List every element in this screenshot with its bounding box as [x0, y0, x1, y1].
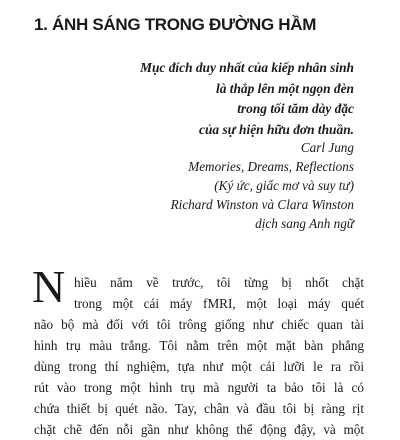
body-line: hình trụ màu trắng. Tôi nằm trên một mặt bàn phẳng	[34, 338, 364, 353]
epigraph	[140, 58, 354, 140]
epigraph-line: của sự hiện hữu đơn thuần.	[199, 121, 354, 137]
attribution-translators: Richard Winston và Clara Winston	[170, 197, 354, 212]
chapter-title: 1. ÁNH SÁNG TRONG ĐƯỜNG HẦM	[34, 15, 317, 34]
body-line: chứa thiết bị quét não. Tay, chân và đầu tôi bị ràng rịt	[34, 401, 364, 416]
body-line: não bộ mà đối với tôi trông giống như chiếc quan tài	[34, 317, 364, 332]
body-line: chặt chẽ đến nỗi gần như không thể động đậy, và một	[34, 422, 364, 437]
body-line: trong một cái máy fMRI, một loại máy quét	[74, 296, 364, 311]
body-paragraph	[34, 272, 364, 440]
epigraph-line: là thắp lên một ngọn đèn	[215, 80, 354, 96]
body-line: rút vào trong một hình trụ mà người ta bảo tôi là có	[34, 380, 364, 395]
epigraph-attribution	[171, 138, 354, 233]
attribution-book-title: Memories, Dreams, Reflections	[188, 159, 354, 174]
attribution-author: Carl Jung	[300, 140, 354, 155]
attribution-book-title-translation: (Ký ức, giấc mơ và suy tư)	[214, 178, 354, 193]
drop-cap: N	[32, 261, 66, 312]
epigraph-line: trong tối tăm dày đặc	[237, 101, 354, 116]
attribution-translation-note: dịch sang Anh ngữ	[255, 216, 354, 231]
body-line: dùng trong thí nghiệm, tựa như một cái lưỡi le ra rồi	[34, 359, 364, 374]
epigraph-line: Mục đích duy nhất của kiếp nhân sinh	[140, 60, 354, 75]
body-line: hiều năm về trước, tôi từng bị nhốt chặt	[74, 275, 364, 290]
